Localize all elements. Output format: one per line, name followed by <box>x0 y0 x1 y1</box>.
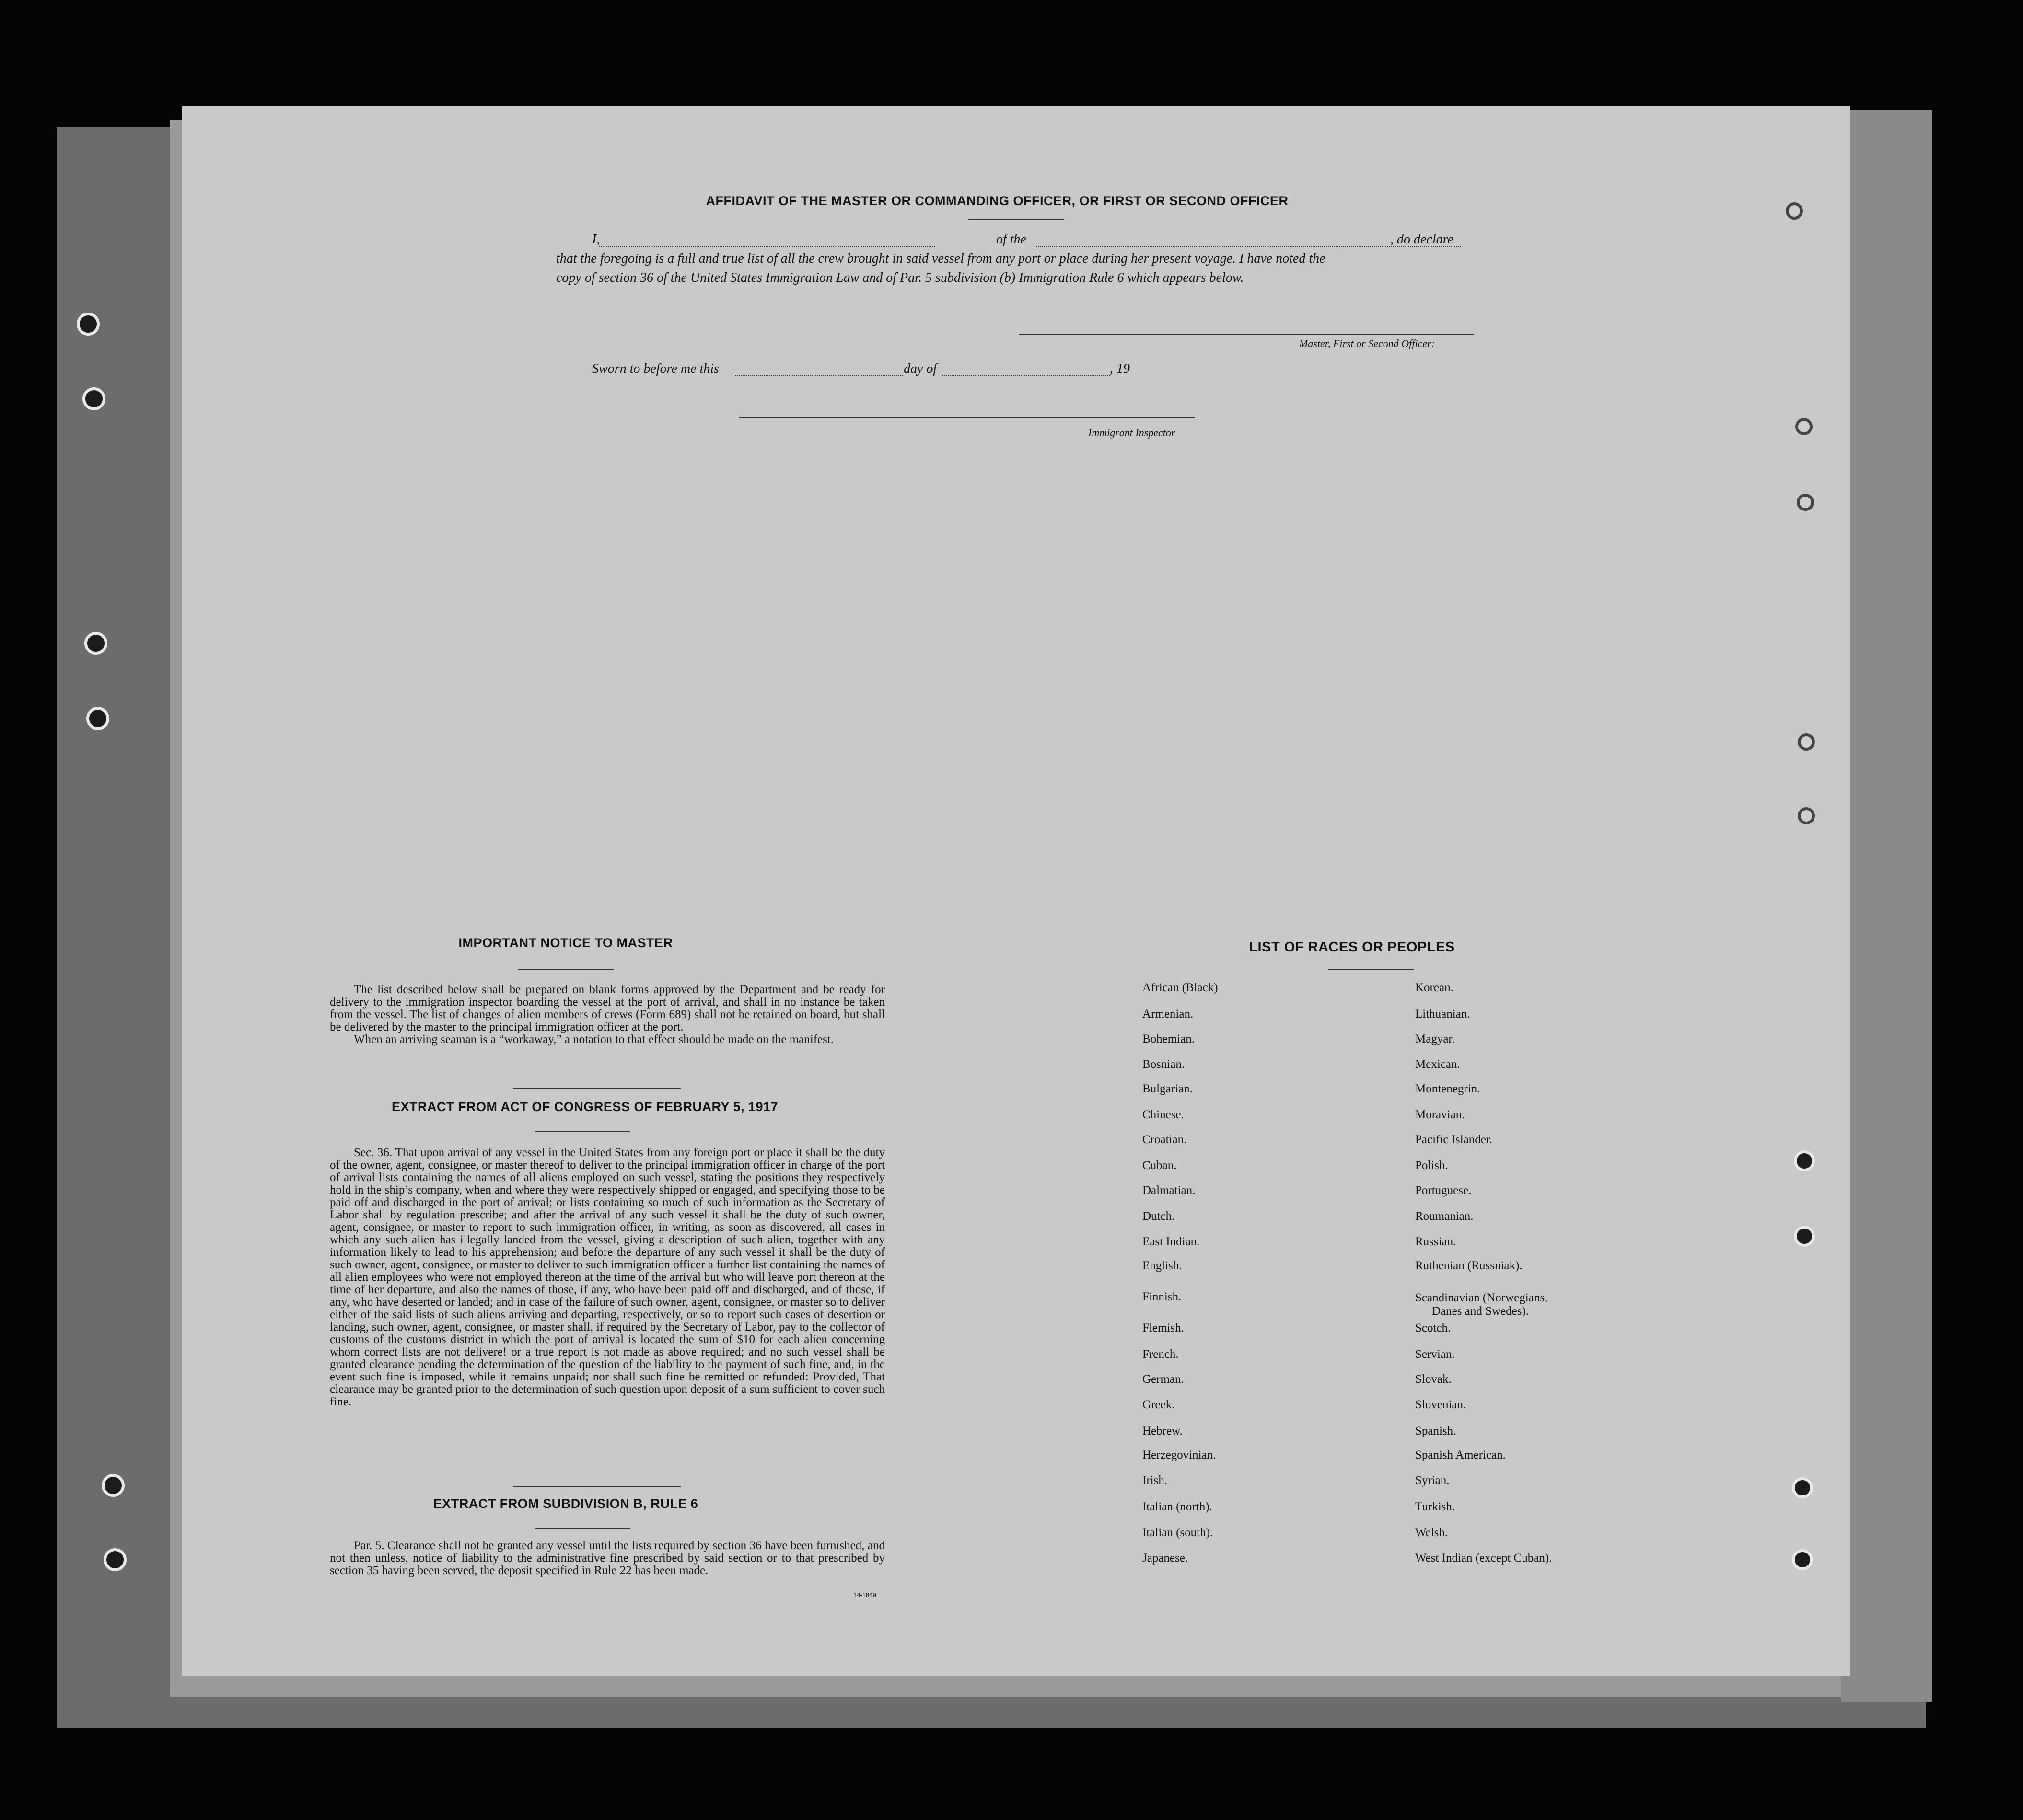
act-title: EXTRACT FROM ACT OF CONGRESS OF FEBRUARY 5, 1917 <box>391 1100 779 1114</box>
race-item-left: Italian (south). <box>1142 1526 1213 1539</box>
race-item-right: Syrian. <box>1415 1474 1450 1487</box>
act-rule <box>535 1131 630 1132</box>
punch-hole-icon <box>82 387 105 410</box>
race-item-right: Moravian. <box>1415 1108 1465 1121</box>
punch-hole-icon <box>104 1548 127 1571</box>
notice-rule <box>518 969 614 970</box>
punch-hole-icon <box>84 632 107 655</box>
race-item-left: French. <box>1142 1348 1179 1361</box>
act-text: Sec. 36. That upon arrival of any vessel in the United States from any foreign port or place it shall be the duty of the owner, agent, consignee, or master thereof to deliver to the principal immigration officer in charge of the port of arrival lists containing the names of all aliens employed on such vessel, stating the positions they respectively hold in the ship’s company, when and where they were respectively shipped or engaged, and specifying those to be paid off and discharged in the port of arrival; or lists containing so much of such information as the Secretary of Labor shall by regulation prescribe; and after the arrival of any such vessel it shall be the duty of such owner, agent, consignee, or master to report to such immigration officer, in writing, as soon as discovered, all cases in which any such alien has illegally landed from the vessel, giving a description of such alien, together with any information likely to lead to his apprehension; and before the departure of any such vessel it shall be the duty of such owner, agent, consignee, or master to deliver to such immigration officer a further list containing the names of all alien employees who were not employed thereon at the time of the arrival but who will leave port thereon at the time of her departure, and also the names of those, if any, who have been paid off and discharged, and of those, if any, who have deserted or landed; and in case of the failure of such owner, agent, consignee, or master so to deliver either of the said lists of such aliens arriving and departing, respectively, or so to report such cases of desertion or landing, such owner, agent, consignee, or master shall, if required by the Secretary of Labor, pay to the collector of customs of the customs district in which the port of arrival is located the sum of $10 for each alien concerning whom correct lists are not delivere! or a true report is not made as above required; and no such vessel shall be granted clearance pending the determination of the question of the liability to the payment of such fine, and, in the event such fine is imposed, while it remains unpaid; nor shall such fine be remitted or refunded: Provided, That clearance may be granted prior to the determination of such question upon deposit of a sum sufficient to cover such fine. <box>330 1146 885 1408</box>
race-item-left: Herzegovinian. <box>1142 1449 1216 1461</box>
punch-hole-icon <box>1794 1150 1815 1171</box>
inspector-label: Immigrant Inspector <box>1088 427 1175 439</box>
race-item-right: Scandinavian (Norwegians, <box>1415 1291 1548 1304</box>
affidavit-line2: that the foregoing is a full and true list of all the crew brought in said vessel from any port or place during her present voyage. I have noted the <box>556 251 1325 266</box>
sworn-year: , 19 <box>1110 361 1130 376</box>
punch-hole-icon <box>1786 202 1803 220</box>
race-item-right: Polish. <box>1415 1159 1448 1172</box>
right-edge-sheet <box>1841 110 1932 1702</box>
race-item-right: Mexican. <box>1415 1058 1460 1071</box>
affidavit-line3: copy of section 36 of the United States Immigration Law and of Par. 5 subdivision (b) Immigration Rule 6 which appears below. <box>556 270 1244 285</box>
race-item-left: Armenian. <box>1142 1008 1194 1020</box>
race-item-continuation: Danes and Swedes). <box>1432 1305 1529 1318</box>
inspector-line <box>739 417 1195 418</box>
notice-body <box>330 984 885 1046</box>
race-item-right: Servian. <box>1415 1348 1455 1361</box>
race-item-right: Ruthenian (Russniak). <box>1415 1259 1523 1272</box>
race-item-left: Finnish. <box>1142 1290 1182 1303</box>
punch-hole-icon <box>1795 418 1813 435</box>
notice-para2: When an arriving seaman is a “workaway,” a notation to that effect should be made on the manifest. <box>354 1033 834 1046</box>
notice-para1: The list described below shall be prepared on blank forms approved by the Department and be ready for delivery to the immigration inspector boarding the vessel at the port of arrival, and shall in no instance be taken from the vessel. The list of changes of alien members of crews (Form 689) shall not be retained on board, but shall be delivered by the master to the principal immigration officer at the port. <box>330 983 885 1033</box>
section-divider <box>513 1486 681 1487</box>
punch-hole-icon <box>102 1474 125 1497</box>
race-item-right: Magyar. <box>1415 1032 1455 1045</box>
race-item-left: Croatian. <box>1142 1133 1187 1146</box>
race-item-right: Welsh. <box>1415 1526 1448 1539</box>
title-rule <box>968 219 1064 220</box>
punch-hole-icon <box>77 313 100 336</box>
sworn-day-of: day of <box>904 361 937 376</box>
race-item-right: Pacific Islander. <box>1415 1133 1493 1146</box>
punch-hole-icon <box>1798 733 1815 751</box>
race-item-left: Bosnian. <box>1142 1058 1185 1071</box>
sworn-prefix: Sworn to before me this <box>592 361 719 376</box>
affidavit-i: I, <box>592 232 600 247</box>
race-item-left: Bohemian. <box>1142 1032 1195 1045</box>
race-item-right: Spanish. <box>1415 1425 1456 1437</box>
sworn-day-blank <box>735 375 903 376</box>
punch-hole-icon <box>1792 1549 1813 1570</box>
rule-title: EXTRACT FROM SUBDIVISION B, RULE 6 <box>433 1496 698 1511</box>
race-item-left: Hebrew. <box>1142 1425 1183 1437</box>
race-item-right: Portuguese. <box>1415 1184 1472 1197</box>
signature-line <box>1019 334 1474 335</box>
race-item-left: African (Black) <box>1142 981 1218 994</box>
race-item-left: Dutch. <box>1142 1210 1175 1223</box>
race-item-left: Italian (north). <box>1142 1500 1212 1513</box>
rule-rule <box>535 1528 630 1529</box>
race-item-right: Korean. <box>1415 981 1453 994</box>
races-title: LIST OF RACES OR PEOPLES <box>1249 939 1455 955</box>
race-item-left: English. <box>1142 1259 1182 1272</box>
affidavit-of-the: of the <box>996 232 1026 247</box>
rule-text: Par. 5. Clearance shall not be granted any vessel until the lists required by section 36 have been furnished, and not then unless, notice of liability to the administrative fine prescribed by said section or to that prescribed by section 35 having been served, the deposit specified in Rule 22 has been made. <box>330 1539 885 1577</box>
punch-hole-icon <box>1794 1226 1815 1247</box>
name-blank <box>599 246 935 247</box>
act-body <box>330 1147 885 1408</box>
punch-hole-icon <box>86 707 109 730</box>
race-item-left: Dalmatian. <box>1142 1184 1196 1197</box>
race-item-right: Scotch. <box>1415 1322 1451 1334</box>
race-item-left: Chinese. <box>1142 1108 1184 1121</box>
sworn-month-blank <box>942 375 1110 376</box>
section-divider <box>513 1088 681 1089</box>
affidavit-declare: , do declare <box>1390 232 1453 247</box>
race-item-left: Flemish. <box>1142 1322 1184 1334</box>
race-item-right: Lithuanian. <box>1415 1008 1470 1020</box>
race-item-left: German. <box>1142 1373 1184 1386</box>
punch-hole-icon <box>1798 807 1815 824</box>
race-item-right: Roumanian. <box>1415 1210 1474 1223</box>
rule-body <box>330 1540 885 1577</box>
punch-hole-icon <box>1792 1477 1813 1498</box>
race-item-right: Montenegrin. <box>1415 1082 1480 1095</box>
affidavit-title: AFFIDAVIT OF THE MASTER OR COMMANDING OFFICER, OR FIRST OR SECOND OFFICER <box>706 194 1289 208</box>
race-item-left: Irish. <box>1142 1474 1168 1487</box>
race-item-left: Bulgarian. <box>1142 1082 1193 1095</box>
form-number: 14-1849 <box>853 1591 876 1599</box>
race-item-left: Greek. <box>1142 1398 1175 1411</box>
signature-label: Master, First or Second Officer: <box>1299 337 1435 349</box>
race-item-right: Spanish American. <box>1415 1449 1506 1461</box>
race-item-left: East Indian. <box>1142 1235 1200 1248</box>
form-page <box>182 106 1850 1676</box>
race-item-right: Turkish. <box>1415 1500 1455 1513</box>
notice-title: IMPORTANT NOTICE TO MASTER <box>458 936 673 950</box>
races-rule <box>1328 969 1414 970</box>
punch-hole-icon <box>1797 494 1814 511</box>
race-item-left: Japanese. <box>1142 1552 1188 1565</box>
race-item-right: West Indian (except Cuban). <box>1415 1552 1552 1565</box>
race-item-right: Slovenian. <box>1415 1398 1466 1411</box>
race-item-right: Russian. <box>1415 1235 1456 1248</box>
race-item-right: Slovak. <box>1415 1373 1452 1386</box>
race-item-left: Cuban. <box>1142 1159 1177 1172</box>
